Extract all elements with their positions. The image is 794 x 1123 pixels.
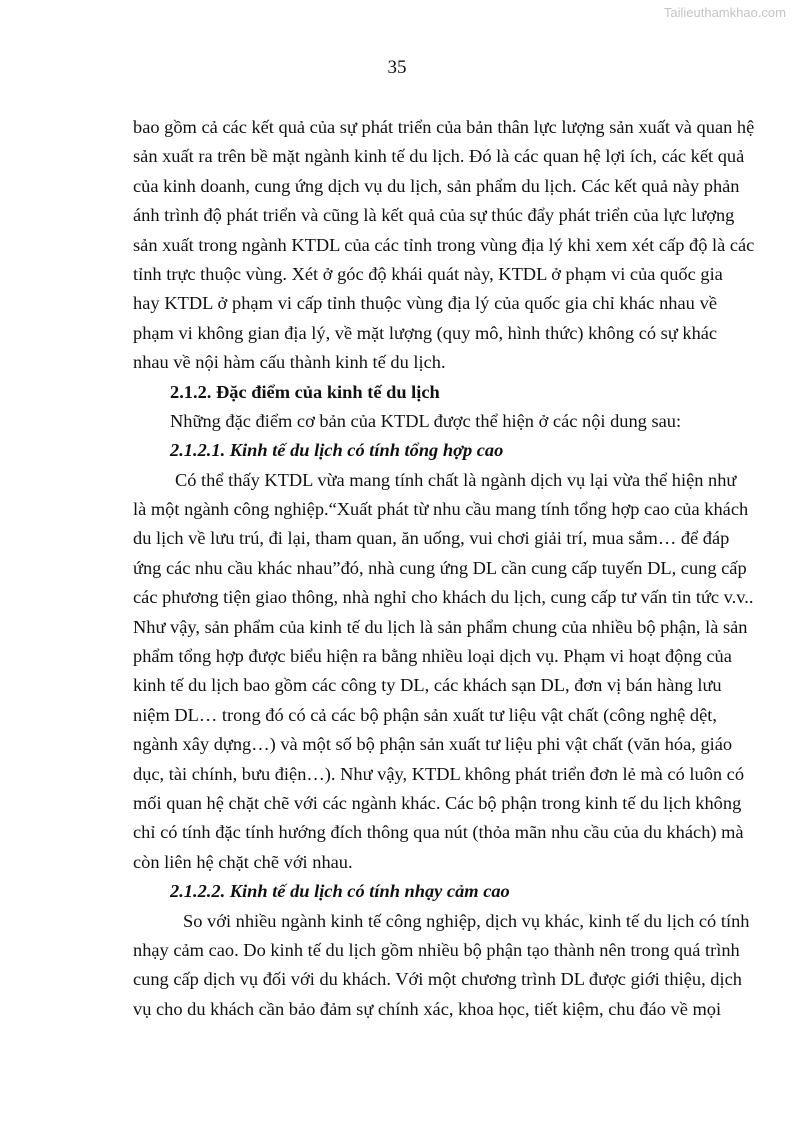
paragraph-line: kinh tế du lịch bao gồm các công ty DL, các khách sạn DL, đơn vị bán hàng lưu bbox=[133, 675, 722, 696]
paragraph-line: vụ cho du khách cần bảo đảm sự chính xác, khoa học, tiết kiệm, chu đáo về mọi bbox=[133, 998, 722, 1019]
paragraph-line: nhạy cảm cao. Do kinh tế du lịch gồm nhiều bộ phận tạo thành nên trong quá trình bbox=[133, 939, 740, 960]
paragraph-line: chỉ có tính đặc tính hướng đích thông qua nút (thỏa mãn nhu cầu của du khách) mà bbox=[133, 822, 744, 843]
paragraph-line: phẩm tổng hợp được biểu hiện ra bằng nhiều loại dịch vụ. Phạm vi hoạt động của bbox=[133, 646, 732, 667]
paragraph-line: Những đặc điểm cơ bản của KTDL được thể hiện ở các nội dung sau: bbox=[170, 410, 682, 431]
paragraph-line: còn liên hệ chặt chẽ với nhau. bbox=[133, 851, 353, 872]
page-number: 35 bbox=[387, 57, 407, 78]
paragraph-line: So với nhiều ngành kinh tế công nghiệp, dịch vụ khác, kinh tế du lịch có tính bbox=[183, 910, 750, 931]
subsection-heading: 2.1.2.2. Kinh tế du lịch có tính nhạy cảm cao bbox=[170, 881, 510, 902]
paragraph-line: sản xuất trong ngành KTDL của các tỉnh trong vùng địa lý khi xem xét cấp độ là các bbox=[133, 234, 755, 255]
paragraph-line: ứng các nhu cầu khác nhau”đó, nhà cung ứng DL cần cung cấp tuyến DL, cung cấp bbox=[133, 557, 747, 578]
paragraph-line: sản xuất ra trên bề mặt ngành kinh tế du lịch. Đó là các quan hệ lợi ích, các kết quả bbox=[133, 146, 745, 167]
paragraph-line: Như vậy, sản phẩm của kinh tế du lịch là sản phẩm chung của nhiều bộ phận, là sản bbox=[133, 616, 748, 637]
paragraph-line: của kinh doanh, cung ứng dịch vụ du lịch, sản phẩm du lịch. Các kết quả này phản bbox=[133, 175, 740, 196]
paragraph-line: Có thể thấy KTDL vừa mang tính chất là ngành dịch vụ lại vừa thể hiện như bbox=[175, 469, 737, 490]
paragraph-line: du lịch về lưu trú, đi lại, tham quan, ăn uống, vui chơi giải trí, mua sắm… để đáp bbox=[133, 528, 730, 549]
paragraph-line: nhau về nội hàm cấu thành kinh tế du lịch. bbox=[133, 352, 446, 373]
watermark: Tailieuthamkhao.com bbox=[663, 5, 786, 20]
paragraph-line: dục, tài chính, bưu điện…). Như vậy, KTDL không phát triển đơn lẻ mà có luôn có bbox=[133, 763, 745, 784]
section-heading: 2.1.2. Đặc điểm của kinh tế du lịch bbox=[170, 381, 440, 402]
paragraph-line: tỉnh trực thuộc vùng. Xét ở góc độ khái quát này, KTDL ở phạm vi của quốc gia bbox=[133, 263, 723, 284]
paragraph-line: ngành xây dựng…) và một số bộ phận sản xuất tư liệu phi vật chất (văn hóa, giáo bbox=[133, 734, 733, 755]
paragraph-line: hay KTDL ở phạm vi cấp tỉnh thuộc vùng địa lý của quốc gia chỉ khác nhau về bbox=[133, 293, 717, 314]
paragraph-line: phạm vi không gian địa lý, về mặt lượng (quy mô, hình thức) không có sự khác bbox=[133, 322, 718, 343]
document-body bbox=[133, 113, 755, 1024]
paragraph-line: niệm DL… trong đó có cả các bộ phận sản xuất tư liệu vật chất (công nghệ dệt, bbox=[133, 704, 717, 725]
paragraph-line: bao gồm cả các kết quả của sự phát triển của bản thân lực lượng sản xuất và quan hệ bbox=[133, 117, 755, 137]
paragraph-line: các phương tiện giao thông, nhà nghỉ cho khách du lịch, cung cấp tư vấn tin tức v.v.. bbox=[133, 587, 754, 608]
paragraph-line: mối quan hệ chặt chẽ với các ngành khác. Các bộ phận trong kinh tế du lịch không bbox=[133, 792, 742, 813]
paragraph-line: là một ngành công nghiệp.“Xuất phát từ nhu cầu mang tính tổng hợp cao của khách bbox=[133, 499, 749, 520]
subsection-heading: 2.1.2.1. Kinh tế du lịch có tính tổng hợp cao bbox=[170, 440, 504, 461]
paragraph-line: ánh trình độ phát triển và cũng là kết quả của sự thúc đẩy phát triển của lực lượng bbox=[133, 205, 735, 226]
paragraph-line: cung cấp dịch vụ đối với du khách. Với một chương trình DL được giới thiệu, dịch bbox=[133, 969, 742, 990]
